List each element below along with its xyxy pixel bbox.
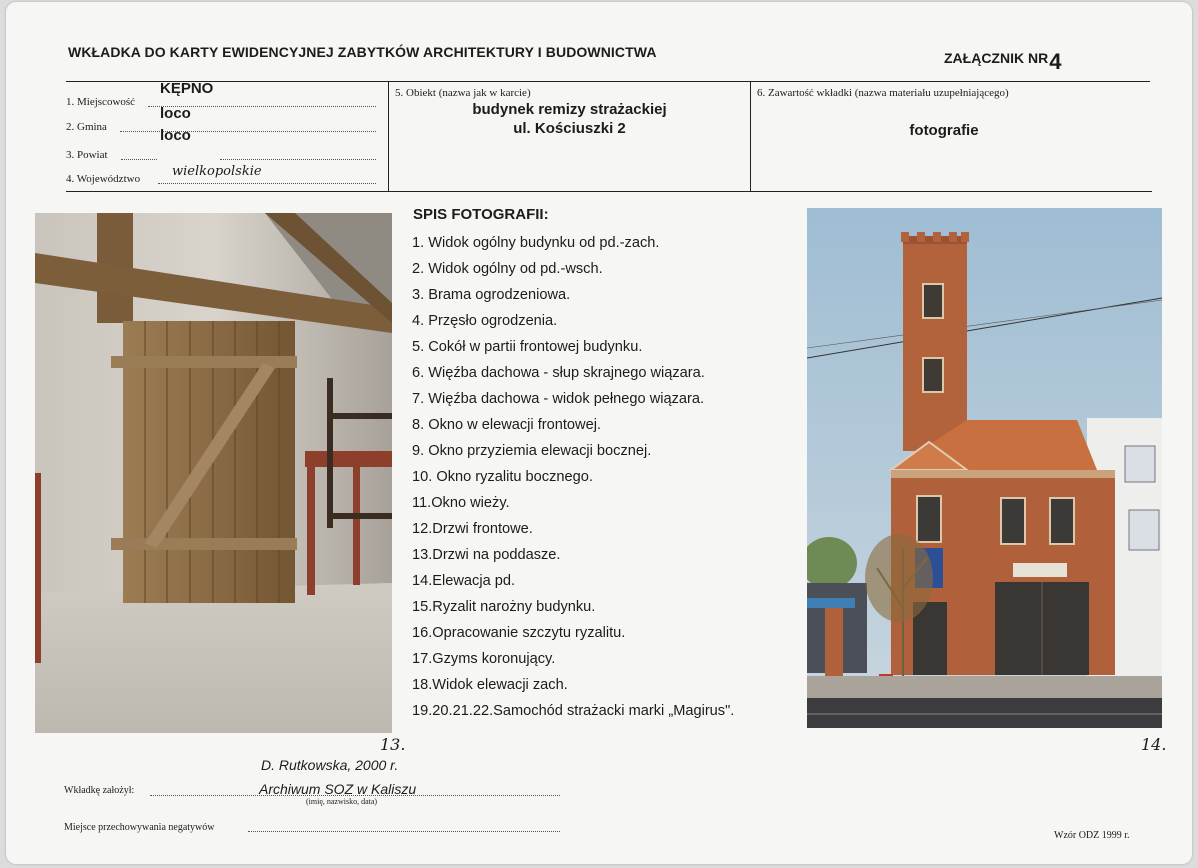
powiat-dots-2 — [220, 159, 376, 160]
list-item: 1. Widok ogólny budynku od pd.-zach. — [412, 235, 660, 251]
created-value: Archiwum SOZ w Kaliszu — [259, 781, 417, 797]
powiat-label: 3. Powiat — [66, 149, 108, 161]
list-item: 6. Więźba dachowa - słup skrajnego wiązara. — [412, 365, 705, 381]
table-top-rule — [66, 81, 1150, 82]
photo-number-right: 14. — [1141, 735, 1167, 754]
list-item: 10. Okno ryzalitu bocznego. — [412, 469, 593, 485]
list-item: 5. Cokół w partii frontowej budynku. — [412, 339, 643, 355]
contents-value: fotografie — [909, 122, 979, 139]
list-item: 8. Okno w elewacji frontowej. — [412, 417, 601, 433]
attic-door-image — [35, 213, 392, 733]
list-item: 3. Brama ogrodzeniowa. — [412, 287, 571, 303]
wojewodztwo-value: wielkopolskie — [172, 164, 262, 179]
photo-list-title: SPIS FOTOGRAFII: — [413, 206, 549, 223]
wojewodztwo-label: 4. Województwo — [66, 173, 141, 185]
created-label: Wkładkę założył: — [64, 785, 135, 796]
gmina-label: 2. Gmina — [66, 121, 107, 133]
list-item: 19.20.21.22.Samochód strażacki marki „Magirus". — [412, 703, 735, 719]
table-bottom-rule — [66, 191, 1152, 192]
miejscowosc-value: KĘPNO — [160, 80, 214, 97]
negatives-dots — [248, 831, 560, 832]
list-item: 17.Gzyms koronujący. — [412, 651, 556, 667]
miejscowosc-label: 1. Miejscowość — [66, 96, 136, 108]
list-item: 13.Drzwi na poddasze. — [412, 547, 561, 563]
photo-fire-station — [807, 208, 1162, 728]
negatives-label: Miejsce przechowywania negatywów — [64, 822, 215, 833]
list-item: 11.Okno wieży. — [412, 495, 510, 511]
annex-label-text: ZAŁĄCZNIK NR — [944, 50, 1049, 66]
photo-attic-door — [35, 213, 392, 733]
list-item: 2. Widok ogólny od pd.-wsch. — [412, 261, 603, 277]
created-hint: (imię, nazwisko, data) — [306, 797, 378, 806]
contents-label-text: 6. Zawartość wkładki (nazwa materiału uzupełniającego) — [757, 87, 1009, 99]
list-item: 12.Drzwi frontowe. — [412, 521, 533, 537]
object-address: ul. Kościuszki 2 — [513, 120, 626, 137]
annex-number: 4 — [1049, 49, 1062, 74]
fire-station-image — [807, 208, 1162, 728]
wojewodztwo-dots — [158, 183, 376, 184]
form-title: WKŁADKA DO KARTY EWIDENCYJNEJ ZABYTKÓW ARCHITEKTURY I BUDOWNICTWA — [68, 44, 657, 60]
list-item: 14.Elewacja pd. — [412, 573, 516, 589]
photo-number-left: 13. — [380, 735, 406, 754]
author-credit: D. Rutkowska, 2000 r. — [261, 757, 399, 773]
list-item: 16.Opracowanie szczytu ryzalitu. — [412, 625, 626, 641]
annex-label — [944, 43, 1062, 74]
object-label: 5. Obiekt (nazwa jak w karcie) — [395, 87, 531, 99]
gmina-value: loco — [160, 127, 191, 144]
list-item: 4. Przęsło ogrodzenia. — [412, 313, 558, 329]
powiat-dots-1 — [121, 159, 157, 160]
gmina-dots — [120, 131, 376, 132]
list-item: 18.Widok elewacji zach. — [412, 677, 568, 693]
form-code: Wzór ODZ 1999 r. — [1054, 830, 1130, 841]
loco-value-1: loco — [160, 105, 191, 122]
list-item: 7. Więźba dachowa - widok pełnego wiązara. — [412, 391, 705, 407]
list-item: 9. Okno przyziemia elewacji bocznej. — [412, 443, 652, 459]
object-name: budynek remizy strażackiej — [472, 101, 667, 118]
list-item: 15.Ryzalit narożny budynku. — [412, 599, 596, 615]
object-value — [389, 100, 750, 138]
photo-list — [412, 233, 734, 727]
